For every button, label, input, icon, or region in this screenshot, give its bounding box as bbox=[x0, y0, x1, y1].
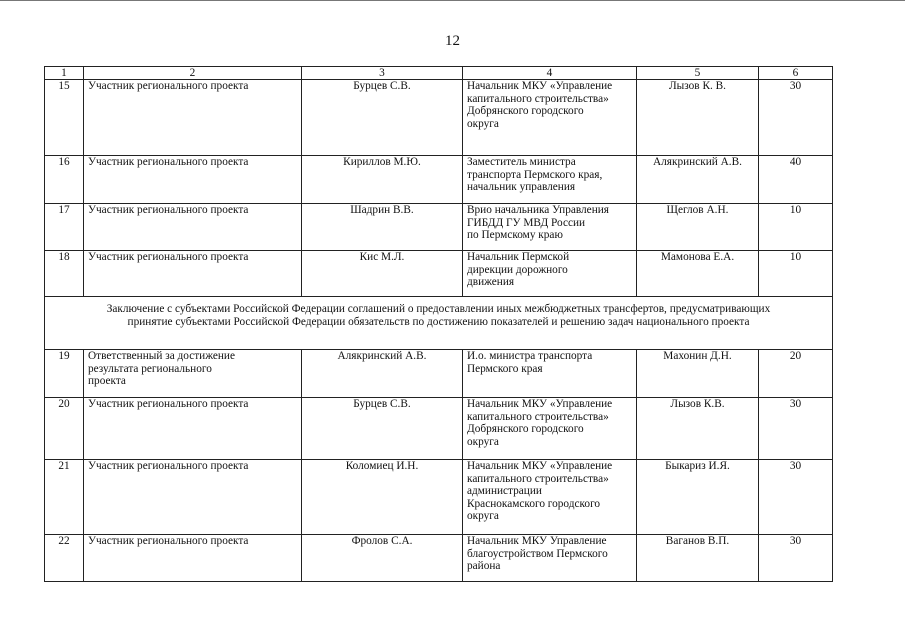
position-line: Заместитель министра bbox=[467, 156, 576, 168]
supervisor-cell: Щеглов А.Н. bbox=[637, 204, 759, 251]
position-line: администрации bbox=[467, 485, 542, 498]
section-heading-line: Заключение с субъектами Российской Федерации соглашений о предоставлении иных межбюджетных трансфертов, предусматривающих bbox=[106, 303, 771, 315]
section-heading bbox=[45, 297, 833, 350]
position-cell bbox=[463, 535, 637, 582]
load-cell: 40 bbox=[759, 156, 833, 204]
person-cell: Бурцев С.В. bbox=[302, 80, 463, 156]
row-number: 20 bbox=[45, 398, 84, 460]
position-line: дирекции дорожного bbox=[467, 263, 568, 276]
table-row bbox=[45, 204, 833, 251]
person-cell: Кириллов М.Ю. bbox=[302, 156, 463, 204]
supervisor-cell: Мамонова Е.А. bbox=[637, 251, 759, 297]
person-cell: Коломиец И.Н. bbox=[302, 460, 463, 535]
supervisor-cell: Лызов К. В. bbox=[637, 80, 759, 156]
table-row bbox=[45, 535, 833, 582]
position-line: Начальник МКУ «Управление bbox=[467, 460, 613, 472]
supervisor-cell: Быкариз И.Я. bbox=[637, 460, 759, 535]
person-cell: Бурцев С.В. bbox=[302, 398, 463, 460]
table-row bbox=[45, 350, 833, 398]
role-cell: Участник регионального проекта bbox=[84, 156, 302, 204]
position-line: транспорта Пермского края, bbox=[467, 168, 603, 181]
role-line: проекта bbox=[88, 375, 126, 388]
position-line: округа bbox=[467, 117, 499, 130]
responsibility-table bbox=[44, 66, 833, 582]
load-cell: 20 bbox=[759, 350, 833, 398]
table-row bbox=[45, 80, 833, 156]
table-row bbox=[45, 156, 833, 204]
position-line: капитального строительства» bbox=[467, 92, 609, 105]
position-line: благоустройством Пермского bbox=[467, 547, 608, 560]
column-header: 5 bbox=[637, 67, 759, 80]
load-cell: 30 bbox=[759, 535, 833, 582]
role-line: результата регионального bbox=[88, 362, 212, 375]
position-line: Начальник МКУ «Управление bbox=[467, 398, 613, 410]
position-line: Добрянского городского bbox=[467, 423, 584, 436]
page-top-edge bbox=[0, 0, 905, 1]
position-line: Краснокамского городского bbox=[467, 497, 601, 510]
supervisor-cell: Ваганов В.П. bbox=[637, 535, 759, 582]
supervisor-cell: Махонин Д.Н. bbox=[637, 350, 759, 398]
role-cell: Участник регионального проекта bbox=[84, 204, 302, 251]
supervisor-cell: Лызов К.В. bbox=[637, 398, 759, 460]
load-cell: 10 bbox=[759, 204, 833, 251]
position-line: Начальник МКУ «Управление bbox=[467, 80, 613, 92]
position-cell bbox=[463, 156, 637, 204]
person-cell: Шадрин В.В. bbox=[302, 204, 463, 251]
person-cell: Фролов С.А. bbox=[302, 535, 463, 582]
position-cell bbox=[463, 204, 637, 251]
position-line: капитального строительства» bbox=[467, 472, 609, 485]
row-number: 18 bbox=[45, 251, 84, 297]
load-cell: 10 bbox=[759, 251, 833, 297]
position-line: движения bbox=[467, 276, 515, 289]
position-cell bbox=[463, 251, 637, 297]
role-cell: Участник регионального проекта bbox=[84, 535, 302, 582]
position-line: Начальник МКУ Управление bbox=[467, 535, 607, 547]
table-row bbox=[45, 251, 833, 297]
position-cell bbox=[463, 398, 637, 460]
position-line: ГИБДД ГУ МВД России bbox=[467, 216, 586, 229]
row-number: 21 bbox=[45, 460, 84, 535]
position-line: Пермского края bbox=[467, 362, 543, 375]
column-number-row bbox=[45, 67, 833, 80]
column-header: 3 bbox=[302, 67, 463, 80]
row-number: 19 bbox=[45, 350, 84, 398]
row-number: 17 bbox=[45, 204, 84, 251]
role-cell: Участник регионального проекта bbox=[84, 460, 302, 535]
role-line: Ответственный за достижение bbox=[88, 350, 235, 362]
position-line: округа bbox=[467, 435, 499, 448]
table-row bbox=[45, 460, 833, 535]
role-cell bbox=[84, 350, 302, 398]
column-header: 2 bbox=[84, 67, 302, 80]
column-header: 6 bbox=[759, 67, 833, 80]
load-cell: 30 bbox=[759, 398, 833, 460]
load-cell: 30 bbox=[759, 460, 833, 535]
role-cell: Участник регионального проекта bbox=[84, 398, 302, 460]
position-line: района bbox=[467, 560, 501, 573]
section-heading-line: принятие субъектами Российской Федерации обязательств по достижению показателей и решению задач национального проекта bbox=[127, 315, 750, 328]
page-number: 12 bbox=[445, 33, 460, 49]
position-line: Добрянского городского bbox=[467, 105, 584, 118]
table-row bbox=[45, 398, 833, 460]
position-cell bbox=[463, 80, 637, 156]
position-cell bbox=[463, 460, 637, 535]
row-number: 15 bbox=[45, 80, 84, 156]
row-number: 22 bbox=[45, 535, 84, 582]
row-number: 16 bbox=[45, 156, 84, 204]
position-line: Начальник Пермской bbox=[467, 251, 570, 263]
position-line: начальник управления bbox=[467, 181, 576, 194]
person-cell: Алякринский А.В. bbox=[302, 350, 463, 398]
person-cell: Кис М.Л. bbox=[302, 251, 463, 297]
position-line: И.о. министра транспорта bbox=[467, 350, 593, 362]
role-cell: Участник регионального проекта bbox=[84, 80, 302, 156]
position-line: капитального строительства» bbox=[467, 410, 609, 423]
load-cell: 30 bbox=[759, 80, 833, 156]
position-line: по Пермскому краю bbox=[467, 229, 563, 242]
column-header: 4 bbox=[463, 67, 637, 80]
position-cell bbox=[463, 350, 637, 398]
supervisor-cell: Алякринский А.В. bbox=[637, 156, 759, 204]
position-line: округа bbox=[467, 510, 499, 523]
position-line: Врио начальника Управления bbox=[467, 204, 609, 216]
role-cell: Участник регионального проекта bbox=[84, 251, 302, 297]
column-header: 1 bbox=[45, 67, 84, 80]
section-heading-row bbox=[45, 297, 833, 350]
